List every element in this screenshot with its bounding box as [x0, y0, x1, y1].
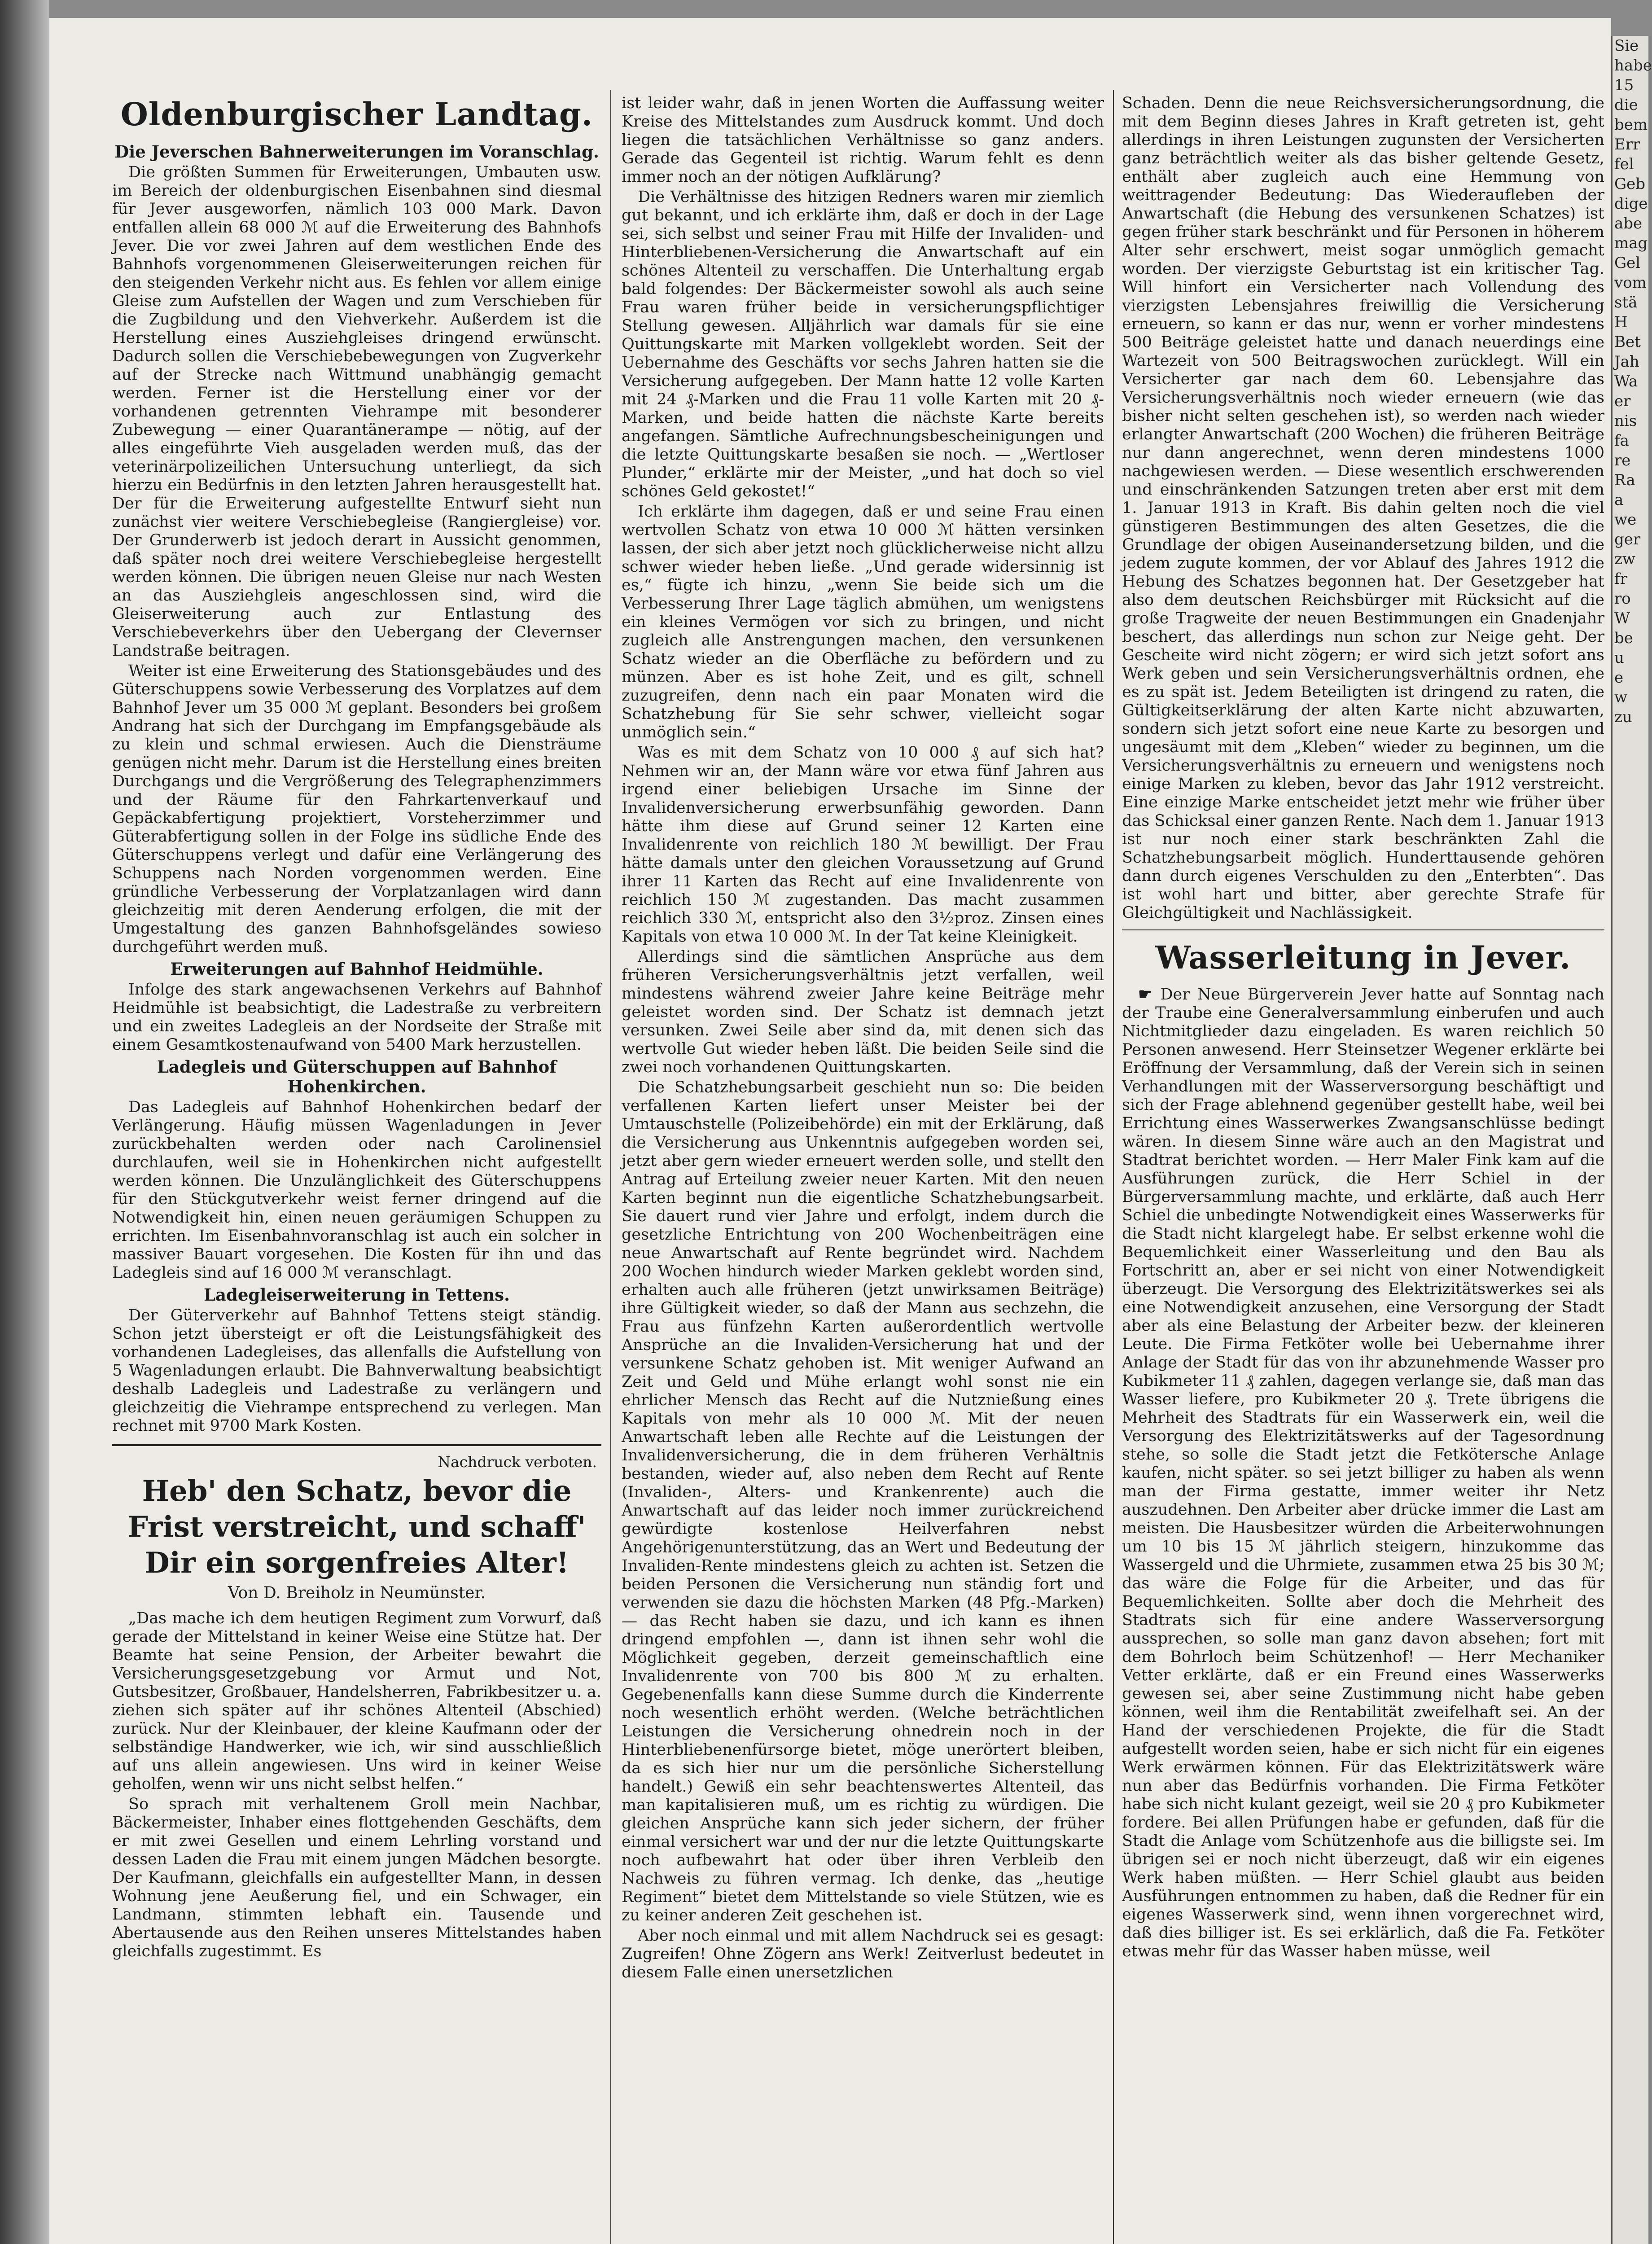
edge-fragment: mag [1614, 234, 1648, 252]
edge-fragment: w [1614, 688, 1628, 706]
edge-fragment: die [1614, 96, 1638, 114]
paragraph: Schaden. Denn die neue Reichsversicherungsordnung, die mit dem Beginn dieses Jahres in Kraft getreten ist, geht allerdings in ihren Leistungen zugunsten der Versicherten ganz beträchtlich weiter als das bisher geltende Gesetz, enthält aber zugleich auch eine Hemmung von weittragender Bedeutung: Das Wiederaufleben der Anwartschaft (die Hebung des versunkenen Schatzes) ist gegen früher stark beschränkt und für Personen in höherem Alter sehr erschwert, meist sogar unmöglich gemacht worden. Der vierzigste Geburtstag ist ein kritischer Tag. Will hinfort ein Versicherter nach Vollendung des vierzigsten Lebensjahres freiwillig die Versicherung erneuern, so kann er das nur, wenn er vorher mindestens 500 Beiträge geleistet hatte und danach neuerdings eine Wartezeit von 500 Beitragswochen zurücklegt. Will ein Versicherter gar nach dem 60. Lebensjahre das Versicherungsverhältnis noch wieder erneuern (wie das bisher nicht selten geschehen ist), so werden nach wieder erlangter Anwartschaft (200 Wochen) die früheren Beiträge nur dann angerechnet, wenn deren mindestens 1000 nachgewiesen werden. — Diese wesentlich erschwerenden und einschränkenden Satzungen treten aber erst mit dem 1. Januar 1913 in Kraft. Bis dahin gelten noch die viel günstigeren Bestimmungen des alten Gesetzes, die die Grundlage der obigen Auseinandersetzung bilden, und die jedem zugute kommen, der vor Ablauf des Jahres 1912 die Hebung des Schatzes begonnen hat. Der Gesetzgeber hat also dem deutschen Reichsbürger mit Rücksicht auf die große Tragweite der neuen Bestimmungen ein Gnadenjahr beschert, das allerdings nun schon zur Neige geht. Der Gescheite wird nicht zögern; er wird sich jetzt sofort ans Werk geben und sein Versicherungsverhältnis ordnen, ehe es zu spät ist. Jedem Beteiligten ist dringend zu raten, die Gültigkeitserklärung der alten Karte nicht abzuwarten, sondern sich jetzt sofort eine neue Karte zu besorgen und ungesäumt mit dem „Kleben“ wieder zu beginnen, um die Versicherungsverhältnis zu erneuern und wenigstens noch einige Marken zu kleben, bevor das Jahr 1912 verstreicht. Eine einzige Marke entscheidet jetzt mehr wie früher über das Schicksal einer ganzen Rente. Nach dem 1. Januar 1913 ist nur noch einer stark beschränkten Zahl die Schatzhebungsarbeit möglich. Hunderttausende gehören dann durch eigenes Verschulden zu den „Enterbten“. Das ist wohl hart und bitter, aber gerechte Strafe für Gleichgültigkeit und Nachlässigkeit. [1122, 94, 1604, 922]
edge-fragment: fr [1614, 570, 1627, 588]
paragraph: Allerdings sind die sämtlichen Ansprüche aus dem früheren Versicherungsverhältnis jetzt verfallen, weil mindestens während zweier Jahre keine Beiträge mehr geleistet worden sind. Der Schatz ist demnach jetzt versunken. Zwei Seile aber sind da, mit denen sich das wertvolle Gut wieder heben läßt. Die beiden Seile sind die zwei noch vorhandenen Quittungskarten. [622, 948, 1104, 1076]
paragraph: Weiter ist eine Erweiterung des Stationsgebäudes und des Güterschuppens sowie Verbesserung des Vorplatzes auf dem Bahnhof Jever um 35 000 ℳ geplant. Besonders bei großem Andrang hat sich der Durchgang im Empfangsgebäude als zu klein und schmal erwiesen. Auch die Diensträume genügen nicht mehr. Darum ist die Herstellung eines breiten Durchgangs und die Vergrößerung des Telegraphenzimmers und der Räume für den Fahrkartenverkauf und Gepäckabfertigung projektiert, Vorsteherzimmer und Güterabfertigung sollen in der Folge ins südliche Ende des Güterschuppens verlegt und dafür eine Verlängerung des Schuppens nach Norden vorgenommen werden. Eine gründliche Verbesserung der Vorplatzanlagen wird dann gleichzeitig mit deren Aenderung erfolgen, die mit der Umgestaltung des ganzen Bahnhofsgeländes sowieso durchgeführt werden muß. [112, 662, 601, 956]
article-body [112, 1098, 601, 1282]
column-rule [610, 90, 611, 2244]
pointing-hand-icon: ☛ [1138, 985, 1161, 1004]
edge-fragment: nis [1614, 412, 1637, 430]
article-body [112, 163, 601, 956]
edge-fragment: Jah [1614, 353, 1639, 371]
headline-landtag: Oldenburgischer Landtag. [120, 96, 593, 133]
edge-fragment: e [1614, 669, 1624, 687]
headline-schatz: Heb' den Schatz, bevor die Frist verstreicht, und schaff' Dir ein sorgenfreies Alter! [127, 1474, 586, 1580]
article-body [112, 981, 601, 1054]
paragraph: Das Ladegleis auf Bahnhof Hohenkirchen bedarf der Verlängerung. Häufig müssen Wagenladungen in Jever zurückbehalten werden oder nach Carolinensiel durchlaufen, weil sie in Hohenkirchen nicht aufgestellt werden können. Die Unzulänglichkeit des Güterschuppens für den Stückgutverkehr weist ferner dringend auf die Notwendigkeit hin, einen neuen geräumigen Schuppen zu errichten. Im Eisenbahnvoranschlag ist auch ein solcher in massiver Bauart vorgesehen. Die Kosten für ihn und das Ladegleis sind auf 16 000 ℳ veranschlagt. [112, 1098, 601, 1282]
next-page-fragments [1613, 36, 1652, 727]
edge-fragment: Bet [1614, 333, 1641, 351]
edge-fragment: Geb [1614, 175, 1646, 193]
paragraph: Ich erklärte ihm dagegen, daß er und seine Frau einen wertvollen Schatz von etwa 10 000 ℳ hätten versinken lassen, der sich aber jetzt noch glücklicherweise nicht allzu schwer wieder heben ließe. „Und gerade widersinnig ist es,“ fügte ich hinzu, „wenn Sie beide sich um die Verbesserung Ihrer Lage täglich abmühen, um wenigstens ein kleines Vermögen vor sich zu bringen, und nicht zugleich alle Anstrengungen machen, den versunkenen Schatz wieder an die Oberfläche zu befördern und zu münzen. Aber es ist hohe Zeit, und es gilt, schnell zuzugreifen, denn nach ein paar Monaten wird die Schatzhebung für Sie sehr schwer, vielleicht sogar unmöglich sein.“ [622, 503, 1104, 741]
edge-fragment: H [1614, 313, 1628, 331]
paragraph: Die Verhältnisse des hitzigen Redners waren mir ziemlich gut bekannt, und ich erklärte ihm, daß er doch in der Lage sei, sich selbst und seiner Frau mit Hilfe der Invaliden- und Hinterbliebenen-Versicherung die Anwartschaft auf ein schönes Altenteil zu verschaffen. Die Unterhaltung ergab bald folgendes: Der Bäckermeister sowohl als auch seine Frau waren früher beide in versicherungspflichtiger Stellung gewesen. Alljährlich war damals für sie eine Quittungskarte mit Marken vollgeklebt worden. Seit der Uebernahme des Geschäfts vor sechs Jahren hatten sie die Versicherung aufgegeben. Der Mann hatte 12 volle Karten mit 24 ₰-Marken und die Frau 11 volle Karten mit 20 ₰-Marken, und beide hatten die nächste Karte bereits angefangen. Sämtliche Aufrechnungsbescheinigungen und die letzte Quittungskarte besaßen sie noch. — „Wertloser Plunder,“ erklärte mir der Meister, „und hat doch so viel schönes Geld gekostet!“ [622, 188, 1104, 500]
article-body [622, 94, 1104, 1982]
paragraph: Aber noch einmal und mit allem Nachdruck sei es gesagt: Zugreifen! Ohne Zögern ans Werk! Zeitverlust bedeutet in diesem Falle einen unersetzlichen [622, 1927, 1104, 1981]
edge-fragment: abe [1614, 215, 1643, 232]
edge-fragment: ro [1614, 590, 1631, 608]
edge-fragment: ger [1614, 530, 1641, 548]
edge-fragment: a [1614, 491, 1624, 509]
edge-fragment: dige [1614, 195, 1648, 213]
edge-fragment: habe [1614, 57, 1652, 75]
edge-fragment: fa [1614, 432, 1629, 450]
edge-fragment: Sie [1614, 37, 1639, 55]
edge-fragment: Wa [1614, 373, 1638, 390]
edge-fragment: bem [1614, 116, 1648, 134]
column-rule [1113, 90, 1114, 2244]
edge-fragment: stä [1614, 294, 1638, 311]
paragraph: So sprach mit verhaltenem Groll mein Nachbar, Bäckermeister, Inhaber eines flottgehenden Geschäfts, dem er mit zwei Gesellen und einem Lehrling vorstand und dessen Laden die Frau mit einem jungen Mädchen besorgte. Der Kaufmann, gleichfalls ein aufgestellter Mann, in dessen Wohnung jene Aeußerung fiel, und ein Schwager, ein Landmann, stimmten lebhaft ein. Tausende und Abertausende aus den Reihen unseres Mittelstandes haben gleichfalls zugestimmt. Es [112, 1795, 601, 1960]
edge-fragment: Gel [1614, 254, 1641, 272]
article-body [1122, 94, 1604, 922]
paragraph-text: Der Neue Bürgerverein Jever hatte auf Sonntag nach der Traube eine Generalversammlung einberufen und auch Nichtmitglieder dazu eingeladen. Es waren reichlich 50 Personen anwesend. Herr Steinsetzer Wegener erklärte bei Eröffnung der Versammlung, daß der Verein sich in seinen Verhandlungen mit der Wasserversorgung beschäftigt und sich der Frage ablehnend gegenüber gestellt habe, weil bei Errichtung eines Wasserwerkes Zwangsanschlüsse bedingt wären. In diesem Sinne wäre auch an den Magistrat und Stadtrat berichtet worden. — Herr Maler Fink kam auf die Ausführungen zurück, die Herr Schiel in der Bürgerversammlung machte, und erklärte, daß auch Herr Schiel die unbedingte Notwendigkeit eines Wasserwerks für die Stadt nicht klargelegt habe. Er selbst erkenne wohl die Bequemlichkeit einer Wasserleitung und den Bau als Fortschritt an, aber er sei nicht von einer Notwendigkeit überzeugt. Die Versorgung des Elektrizitätswerkes sei als eine Notwendigkeit anzusehen, eine Versorgung der Stadt aber als eine Belastung der Arbeiter bezw. der kleineren Leute. Die Firma Fetköter wolle bei Uebernahme ihrer Anlage der Stadt für das von ihr abzunehmende Wasser pro Kubikmeter 11 ₰ zahlen, dagegen verlange sie, daß man das Wasser liefere, pro Kubikmeter 20 ₰. Trete übrigens die Mehrheit des Stadtrats für ein Wasserwerk ein, weil die Versorgung des Elektrizitätswerks auf der Tagesordnung stehe, so solle die Stadt jetzt die Fetkötersche Anlage kaufen, nicht später. so sei jetzt billiger zu haben als wenn man der Firma gestatte, immer weiter ihr Netz auszudehnen. Den Arbeiter aber drücke immer die Last am meisten. Die Hausbesitzer würden die Arbeiterwohnungen um 10 bis 15 ℳ jährlich steigern, hinzukomme das Wassergeld und die Uhrmiete, zusammen etwa 25 bis 30 ℳ; das wäre die Folge für die Arbeiter, und das für Bequemlichkeiten. Sollte aber doch die Mehrheit des Stadtrats sich für eine andere Wasserversorgung aussprechen, so solle man ganz davon absehen; fort mit dem Bohrloch beim Schützenhof! — Herr Mechaniker Vetter erklärte, daß er ein Freund eines Wasserwerks gewesen sei, aber seine Zustimmung nicht habe geben können, weil ihm die Rentabilität zweifelhaft sei. An der Hand der verschiedenen Projekte, die für die Stadt aufgestellt worden seien, habe er sich nicht für ein eigenes Werk erwärmen können. Für das Elektrizitätswerk wäre nun aber das Bedürfnis vorhanden. Die Firma Fetköter habe sich nicht kulant gezeigt, weil sie 20 ₰ pro Kubikmeter fordere. Bei allen Prüfungen habe er gefunden, daß für die Stadt die Anlage vom Schützenhofe aus die billigste sei. Im übrigen sei er noch nicht überzeugt, daß wir ein eigenes Werk haben müßten. — Herr Schiel glaubt aus beiden Ausführungen entnommen zu haben, daß die Redner für ein eigenes Wasserwerk sind, wenn ihnen vorgerechnet wird, daß dies billiger ist. Es sei erklärlich, daß die Fa. Fetköter etwas mehr für das Wasser haben müsse, weil [1122, 986, 1604, 1960]
column-1 [112, 90, 601, 2244]
edge-fragment: W [1614, 609, 1630, 627]
article-body [1122, 985, 1604, 1961]
column-3 [1122, 94, 1604, 2244]
headline-wasserleitung: Wasserleitung in Jever. [1155, 939, 1571, 976]
edge-fragment: Ra [1614, 471, 1635, 489]
article-body [112, 1306, 601, 1435]
subheadline-bahnerweiterungen: Die Jeverschen Bahnerweiterungen im Voranschlag. [114, 142, 599, 162]
paragraph: ist leider wahr, daß in jenen Worten die Auffassung weiter Kreise des Mittelstandes zum Ausdruck kommt. Und doch liegen die tatsächlichen Verhältnisse so ganz anders. Gerade das Gegenteil ist richtig. Warum fehlt es denn immer noch an der nötigen Aufklärung? [622, 94, 1104, 186]
paragraph: Der Güterverkehr auf Bahnhof Tettens steigt ständig. Schon jetzt übersteigt er oft die Leistungsfähigkeit des vorhandenen Ladegleises, das allenfalls die Aufstellung von 5 Wagenladungen erlaubt. Die Bahnverwaltung beabsichtigt deshalb Ladegleis und Ladestraße zu verlängern und gleichzeitig die Viehrampe entsprechend zu verlegen. Man rechnet mit 9700 Mark Kosten. [112, 1306, 601, 1435]
paragraph: „Das mache ich dem heutigen Regiment zum Vorwurf, daß gerade der Mittelstand in keiner Weise eine Stütze hat. Der Beamte hat seine Pension, der Arbeiter bewahrt die Versicherungsgesetzgebung vor Armut und Not, Gutsbesitzer, Großbauer, Handelsherren, Fabrikbesitzer u. a. ziehen sich später auf ihr schönes Altenteil (Abschied) zurück. Nur der Kleinbauer, der kleine Kaufmann oder der selbständige Handwerker, wie ich, wir sind ausschließlich auf uns allein angewiesen. Uns wird in keiner Weise geholfen, wenn wir uns nicht selbst helfen.“ [112, 1609, 601, 1793]
edge-fragment: fel [1614, 155, 1634, 173]
book-binding [0, 0, 49, 2244]
edge-fragment: u [1614, 649, 1624, 667]
edge-fragment: er [1614, 392, 1631, 410]
edge-fragment: zw [1614, 550, 1636, 568]
next-page-edge [1611, 36, 1652, 2244]
byline: Von D. Breiholz in Neumünster. [228, 1584, 486, 1602]
subheadline-heidmuehle: Erweiterungen auf Bahnhof Heidmühle. [170, 959, 543, 979]
edge-fragment: we [1614, 511, 1637, 529]
column-2 [622, 94, 1104, 2244]
paragraph: Die größten Summen für Erweiterungen, Umbauten usw. im Bereich der oldenburgischen Eisenbahnen sind diesmal für Jever ausgeworfen, nämlich 103 000 Mark. Davon entfallen allein 68 000 ℳ auf die Erweiterung des Bahnhofs Jever. Die vor zwei Jahren auf dem westlichen Ende des Bahnhofs vorgenommenen Gleiserweiterungen reichen für den steigenden Verkehr nicht aus. Es fehlen vor allem einige Gleise zum Aufstellen der Wagen und zum Verschieben für die Zugbildung und den Viehverkehr. Außerdem ist die Herstellung eines Ausziehgleises dringend erwünscht. Dadurch sollen die Verschiebebewegungen von Zugverkehr auf der Strecke nach Wittmund unabhängig gemacht werden. Ferner ist die Herstellung einer vor der vorhandenen getrennten Viehrampe mit besonderer Zubewegung — einer Quarantänerampe — nötig, auf der alles eingeführte Vieh ausgeladen werden muß, das der veterinärpolizeilichen Untersuchung unterliegt, da sich hierzu ein Bedürfnis in den letzten Jahren herausgestellt hat. Der für die Erweiterung aufgestellte Entwurf sieht nun zunächst vier weitere Verschiebegleise (Rangiergleise) vor. Der Grunderwerb ist jedoch derart in Aussicht genommen, daß später noch drei weitere Verschiebegleise hergestellt werden können. Die übrigen neuen Gleise nur nach Westen an das Ausziehgleis angeschlossen sind, wird die Gleiserweiterung auch zur Entlastung des Verschiebeverkehrs über den Uebergang der Clevernser Landstraße beitragen. [112, 163, 601, 660]
section-divider [112, 1444, 601, 1446]
reprint-note: Nachdruck verboten. [438, 1453, 597, 1471]
edge-fragment: re [1614, 451, 1631, 469]
paragraph: Infolge des stark angewachsenen Verkehrs auf Bahnhof Heidmühle ist beabsichtigt, die Ladestraße zu verbreitern und ein zweites Ladegleis an der Nordseite der Straße mit einem Gesamtkostenaufwand von 5400 Mark herzustellen. [112, 981, 601, 1054]
paragraph: Die Schatzhebungsarbeit geschieht nun so: Die beiden verfallenen Karten liefert unser Meister bei der Umtauschstelle (Polizeibehörde) ein mit der Erklärung, daß die Versicherung aus Unkenntnis aufgegeben worden sei, jetzt aber gern wieder erneuert werden solle, und stellt den Antrag auf Erteilung zweier neuer Karten. Mit den neuen Karten beginnt nun die eigentliche Schatzhebungsarbeit. Sie dauert rund vier Jahre und erfolgt, indem durch die gesetzliche Entrichtung von 200 Wochenbeiträgen eine neue Anwartschaft auf Rente begründet wird. Nachdem 200 Wochen hindurch wieder Marken geklebt worden sind, erhalten auch alle früheren (jetzt unwirksamen Beiträge) ihre Gültigkeit wieder, so daß der Mann aus sechzehn, die Frau aus fünfzehn Karten außerordentlich wertvolle Ansprüche an die Invaliden-Versicherung hat und der versunkene Schatz gehoben ist. Mit weniger Aufwand an Zeit und Geld und Mühe erlangt wohl sonst nie ein ehrlicher Mensch das Recht auf die Nutznießung eines Kapitals von mehr als 10 000 ℳ. Mit der neuen Anwartschaft leben alle Rechte auf die Leistungen der Invalidenversicherung, die in dem früheren Verhältnis bestanden, wieder auf, also neben dem Recht auf Rente (Invaliden-, Alters- und Krankenrente) auch die Anwartschaft auf das leider noch immer zurückreichend gewürdigte kostenlose Heilverfahren nebst Angehörigenunterstützung, das an Wert und Bedeutung der Invaliden-Rente mindestens gleich zu achten ist. Setzen die beiden Personen die Versicherung nun ständig fort und verwenden sie dazu die höchsten Marken (48 Pfg.-Marken) — das Recht haben sie dazu, und ich kann es ihnen dringend empfohlen —, dann ist ihnen sehr wohl die Möglichkeit gegeben, derzeit gemeinschaftlich eine Invalidenrente von 700 bis 800 ℳ zu erhalten. Gegebenenfalls kann diese Summe durch die Kinderrente noch wesentlich erhöht werden. (Welche beträchtlichen Leistungen die Versicherung ohnedrein noch in der Hinterbliebenenfürsorge bietet, möge unerörtert bleiben, da es sich hier nur um die persönliche Sicherstellung handelt.) Gewiß ein sehr beachtenswertes Altenteil, das man kapitalisieren muß, um es richtig zu würdigen. Die gleichen Ansprüche kann sich jeder sichern, der früher einmal versichert war und der nur die letzte Quittungskarte noch aufbewahrt hat oder über ihren Verbleib den Nachweis zu führen vermag. Ich denke, das „heutige Regiment“ bietet dem Mittelstande so viele Stützen, wie es zu keiner anderen Zeit geschehen ist. [622, 1078, 1104, 1924]
section-divider [1122, 929, 1604, 930]
article-body [112, 1609, 601, 1961]
paragraph [1122, 985, 1604, 1961]
subheadline-hohenkirchen: Ladegleis und Güterschuppen auf Bahnhof Hohenkirchen. [157, 1057, 557, 1096]
edge-fragment: vom [1614, 274, 1647, 292]
paragraph: Was es mit dem Schatz von 10 000 ₰ auf sich hat? Nehmen wir an, der Mann wäre vor etwa fünf Jahren aus irgend einer beliebigen Ursache im Sinne der Invalidenversicherung erwerbsunfähig geworden. Dann hätte ihm diese auf Grund seiner 12 Karten eine Invalidenrente von reichlich 180 ℳ bewilligt. Der Frau hätte damals unter den gleichen Voraussetzung auf Grund ihrer 11 Karten das Recht auf eine Invalidenrente von reichlich 150 ℳ zugestanden. Das macht zusammen reichlich 330 ℳ, entspricht also den 3½proz. Zinsen eines Kapitals von etwa 10 000 ℳ. In der Tat keine Kleinigkeit. [622, 744, 1104, 946]
subheadline-tettens: Ladegleiserweiterung in Tettens. [204, 1285, 510, 1305]
edge-fragment: zu [1614, 708, 1632, 726]
edge-fragment: 15 [1614, 76, 1634, 94]
edge-fragment: Err [1614, 136, 1640, 153]
edge-fragment: be [1614, 629, 1633, 647]
